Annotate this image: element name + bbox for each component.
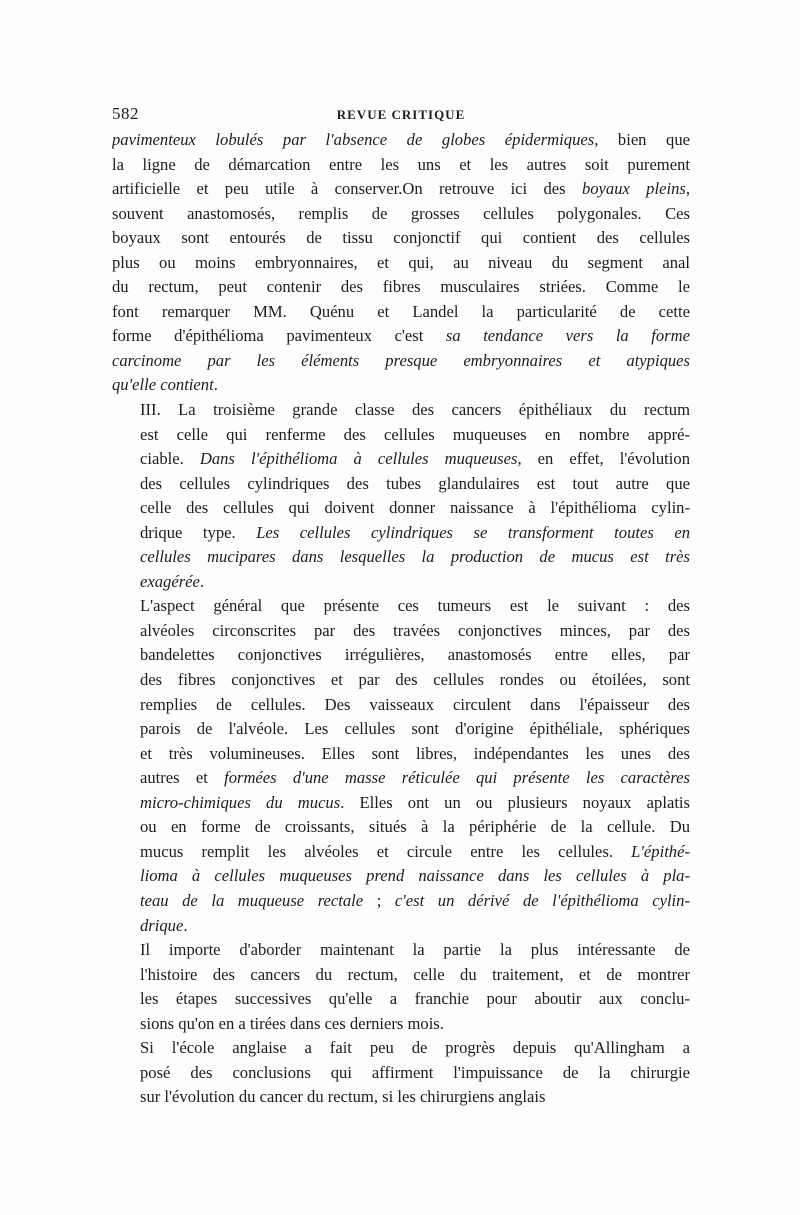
text-run: autres et — [140, 768, 225, 788]
italic-text: carcinome par les éléments presque embryonnaires et atypiques — [112, 350, 690, 370]
text-run: ou en forme de croissants, situés à la périphérie de la cellule. Du — [140, 817, 690, 837]
text-run: III. La troisième grande classe des cancers épithéliaux du rectum — [140, 400, 690, 420]
text-line — [112, 521, 690, 546]
text-run: bandelettes conjonctives irrégulières, anastomosés entre elles, par — [140, 645, 690, 665]
text-line — [112, 619, 690, 644]
text-run: forme d'épithélioma pavimenteux c'est — [112, 326, 446, 346]
text-run: souvent anastomosés, remplis de grosses cellules polygonales. Ces — [112, 203, 690, 223]
text-run: la ligne de démarcation entre les uns et les autres soit purement — [112, 154, 690, 174]
text-line — [112, 963, 690, 988]
text-line — [112, 594, 690, 619]
text-run: , en effet, l'évolution — [517, 449, 690, 469]
text-run: parois de l'alvéole. Les cellules sont d'origine épithéliale, sphériques — [140, 719, 690, 739]
text-run: . — [183, 915, 188, 935]
text-line — [112, 472, 690, 497]
text-run: , bien que — [594, 130, 690, 149]
text-line — [112, 447, 690, 472]
text-run: et très volumineuses. Elles sont libres, indépendantes les unes des — [140, 743, 690, 763]
text-run: est celle qui renferme des cellules muqueuses en nombre appré- — [140, 424, 690, 444]
paragraph — [112, 594, 690, 938]
text-line — [112, 864, 690, 889]
text-run: sions qu'on en a tirées dans ces derniers mois. — [140, 1013, 444, 1033]
text-line — [112, 693, 690, 718]
text-line — [112, 643, 690, 668]
text-line — [112, 815, 690, 840]
paragraph — [112, 128, 690, 398]
text-line — [112, 423, 690, 448]
text-run: artificielle et peu utile à conserver.On retrouve ici des — [112, 179, 582, 199]
text-run: ; — [363, 890, 395, 910]
page-header — [112, 102, 690, 126]
text-run: drique type. — [140, 522, 257, 542]
italic-text: pavimenteux lobulés par l'absence de globes épidermiques — [112, 130, 595, 149]
text-line — [112, 349, 690, 374]
text-line — [112, 251, 690, 276]
paragraph — [112, 1036, 690, 1110]
text-line — [112, 840, 690, 865]
text-run: alvéoles circonscrites par des travées conjonctives minces, par des — [140, 620, 690, 640]
italic-text: lioma à cellules muqueuses prend naissance dans les cellules à pla- — [140, 866, 690, 886]
italic-text: teau de la muqueuse rectale — [140, 890, 364, 910]
text-line — [112, 1085, 690, 1110]
text-run: ciable. — [140, 449, 200, 469]
italic-text: exagérée — [140, 571, 200, 591]
text-run: des fibres conjonctives et par des cellules rondes ou étoilées, sont — [140, 670, 690, 690]
text-run: Si l'école anglaise a fait peu de progrès depuis qu'Allingham a — [140, 1038, 690, 1058]
text-run: l'histoire des cancers du rectum, celle du traitement, et de montrer — [140, 964, 690, 984]
italic-text: c'est un dérivé de l'épithélioma cylin- — [394, 890, 690, 910]
text-run: L'aspect général que présente ces tumeurs est le suivant : des — [140, 596, 690, 616]
text-line — [112, 987, 690, 1012]
text-line — [112, 373, 690, 398]
italic-text: drique — [140, 915, 184, 935]
text-run: , — [685, 179, 690, 199]
text-line — [112, 324, 690, 349]
page-number: 582 — [112, 104, 139, 123]
text-line — [112, 570, 690, 595]
paragraph — [112, 938, 690, 1036]
text-line — [112, 914, 690, 939]
paragraph — [112, 398, 690, 594]
text-run: . — [213, 375, 218, 395]
text-line — [112, 1036, 690, 1061]
text-run: du rectum, peut contenir des fibres musculaires striées. Comme le — [112, 277, 690, 297]
text-line — [112, 202, 690, 227]
text-run: celle des cellules qui doivent donner naissance à l'épithélioma cylin- — [140, 498, 690, 518]
text-line — [112, 275, 690, 300]
text-run: boyaux sont entourés de tissu conjonctif qui contient des cellules — [112, 228, 690, 248]
text-line — [112, 742, 690, 767]
text-run: mucus remplit les alvéoles et circule entre les cellules. — [140, 841, 632, 861]
text-line — [112, 153, 690, 178]
text-run: des cellules cylindriques des tubes glandulaires est tout autre que — [140, 473, 690, 493]
text-line — [112, 766, 690, 791]
text-run: . — [199, 571, 205, 591]
running-head: REVUE CRITIQUE — [336, 107, 466, 122]
text-run: plus ou moins embryonnaires, et qui, au niveau du segment anal — [112, 252, 690, 272]
text-line — [112, 398, 690, 423]
italic-text: cellules mucipares dans lesquelles la production de mucus est très — [140, 547, 690, 567]
text-line — [112, 300, 690, 325]
text-line — [112, 128, 690, 153]
text-run: remplies de cellules. Des vaisseaux circulent dans l'épaisseur des — [140, 694, 690, 714]
text-run: sur l'évolution du cancer du rectum, si les chirurgiens anglais — [140, 1087, 546, 1107]
text-line — [112, 226, 690, 251]
text-line — [112, 1012, 690, 1037]
italic-text: micro-chimiques du mucus — [140, 792, 341, 812]
italic-text: qu'elle contient — [112, 375, 214, 395]
italic-text: formées d'une masse réticulée qui présente les caractères — [224, 768, 690, 788]
text-line — [112, 717, 690, 742]
text-line — [112, 938, 690, 963]
text-line — [112, 889, 690, 914]
text-line — [112, 177, 690, 202]
italic-text: boyaux pleins — [581, 179, 686, 199]
text-line — [112, 496, 690, 521]
text-line — [112, 545, 690, 570]
italic-text: Les cellules cylindriques se transforment toutes en — [256, 522, 690, 542]
text-run: les étapes successives qu'elle a franchie pour aboutir aux conclu- — [140, 989, 690, 1009]
text-run: . Elles ont un ou plusieurs noyaux aplatis — [340, 792, 690, 812]
body-text — [112, 128, 690, 1110]
text-line — [112, 1061, 690, 1086]
text-run: posé des conclusions qui affirment l'impuissance de la chirurgie — [140, 1062, 690, 1082]
italic-text: L'épithé- — [631, 841, 690, 861]
italic-text: Dans l'épithélioma à cellules muqueuses — [199, 449, 518, 469]
italic-text: sa tendance vers la forme — [445, 326, 690, 346]
text-line — [112, 791, 690, 816]
text-run: Il importe d'aborder maintenant la partie la plus intéressante de — [140, 940, 690, 960]
text-line — [112, 668, 690, 693]
text-run: font remarquer MM. Quénu et Landel la particularité de cette — [112, 301, 690, 321]
